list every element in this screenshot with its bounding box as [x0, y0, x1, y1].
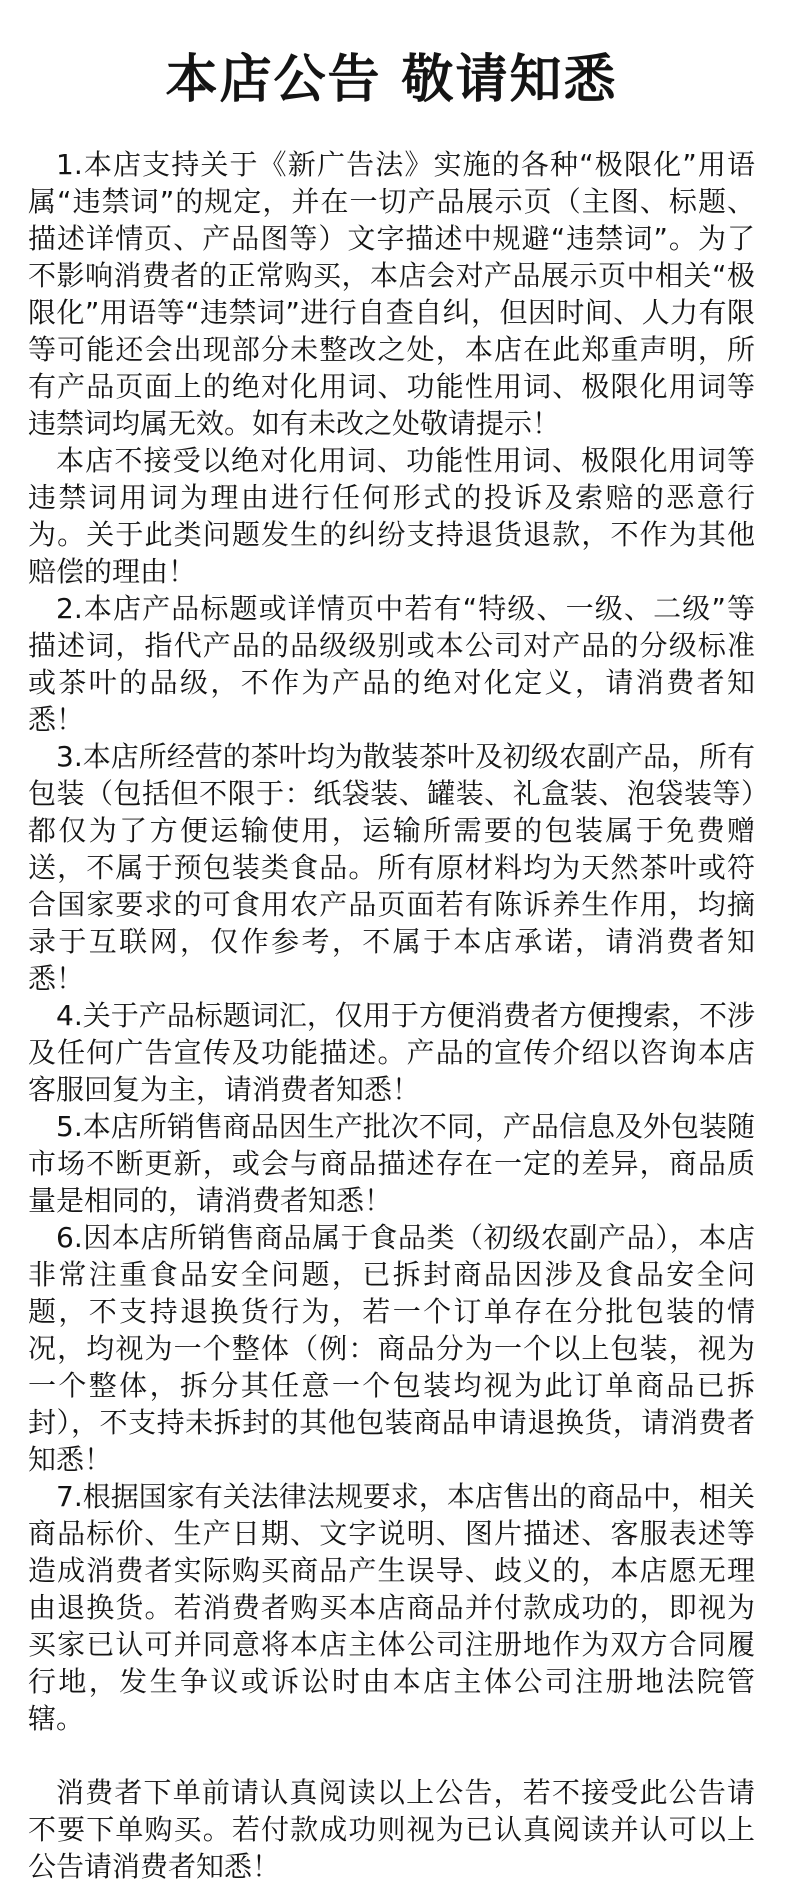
notice-clause-7: 7.根据国家有关法律法规要求，本店售出的商品中，相关商品标价、生产日期、文字说明、图片描述、客服表述等造成消费者实际购买商品产生误导、歧义的，本店愿无理由退换货。若消费者购买本店商品并付款成功的，即视为买家已认可并同意将本店主体公司注册地作为双方合同履行地，发生争议或诉讼时由本店主体公司注册地法院管辖。 [28, 1480, 755, 1735]
notice-title: 本店公告 敬请知悉 [165, 50, 618, 110]
notice-clause-2: 2.本店产品标题或详情页中若有“特级、一级、二级”等描述词，指代产品的品级级别或本公司对产品的分级标准或茶叶的品级，不作为产品的绝对化定义，请消费者知悉！ [28, 592, 755, 736]
notice-closing: 消费者下单前请认真阅读以上公告，若不接受此公告请不要下单购买。若付款成功则视为已认真阅读并认可以上公告请消费者知悉！ [28, 1776, 755, 1883]
notice-clause-3: 3.本店所经营的茶叶均为散装茶叶及初级农副产品，所有包装（包括但不限于：纸袋装、罐装、礼盒装、泡袋装等）都仅为了方便运输使用，运输所需要的包装属于免费赠送，不属于预包装类食品。所有原材料均为天然茶叶或符合国家要求的可食用农产品页面若有陈诉养生作用，均摘录于互联网，仅作参考，不属于本店承诺，请消费者知悉！ [28, 740, 755, 995]
notice-clause-1-supplement: 本店不接受以绝对化用词、功能性用词、极限化用词等违禁词用词为理由进行任何形式的投诉及索赔的恶意行为。关于此类问题发生的纠纷支持退货退款，不作为其他赔偿的理由！ [28, 444, 755, 588]
notice-clause-4: 4.关于产品标题词汇，仅用于方便消费者方便搜索，不涉及任何广告宣传及功能描述。产品的宣传介绍以咨询本店客服回复为主，请消费者知悉！ [28, 999, 755, 1106]
notice-clause-6: 6.因本店所销售商品属于食品类（初级农副产品），本店非常注重食品安全问题，已拆封商品因涉及食品安全问题，不支持退换货行为，若一个订单存在分批包装的情况，均视为一个整体（例：商品分为一个以上包装，视为一个整体，拆分其任意一个包装均视为此订单商品已拆封），不支持未拆封的其他包装商品申请退换货，请消费者知悉！ [28, 1221, 755, 1476]
paragraph-spacer [28, 1737, 755, 1774]
notice-clause-1: 1.本店支持关于《新广告法》实施的各种“极限化”用语属“违禁词”的规定，并在一切产品展示页（主图、标题、描述详情页、产品图等）文字描述中规避“违禁词”。为了不影响消费者的正常购买，本店会对产品展示页中相关“极限化”用语等“违禁词”进行自查自纠，但因时间、人力有限等可能还会出现部分未整改之处，本店在此郑重声明，所有产品页面上的绝对化用词、功能性用词、极限化用词等违禁词均属无效。如有未改之处敬请提示！ [28, 148, 755, 440]
notice-clause-5: 5.本店所销售商品因生产批次不同，产品信息及外包装随市场不断更新，或会与商品描述存在一定的差异，商品质量是相同的，请消费者知悉！ [28, 1110, 755, 1217]
